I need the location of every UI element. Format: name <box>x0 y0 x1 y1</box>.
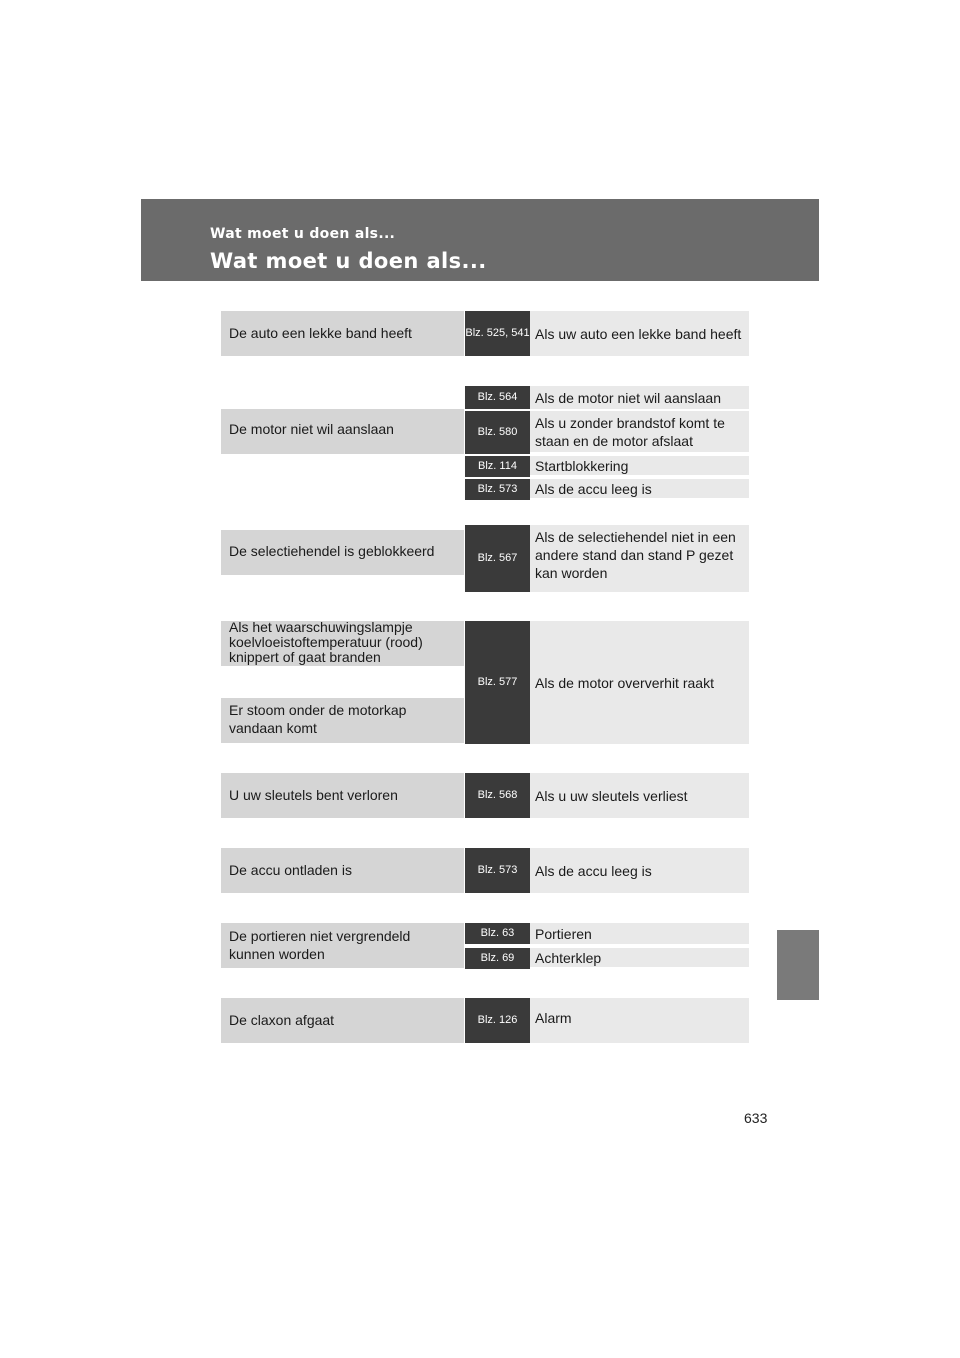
section-label: Wat moet u doen als... <box>210 226 396 242</box>
page-ref[interactable]: Blz. 568 <box>465 773 530 818</box>
solution-text: Als u zonder brandstof komt te staan en de motor afslaat <box>530 409 749 452</box>
problem-label: De selectiehendel is geblokkeerd <box>229 543 435 559</box>
page-ref[interactable]: Blz. 577 <box>465 621 530 744</box>
solution-text: Als de accu leeg is <box>530 477 749 498</box>
page-ref[interactable]: Blz. 69 <box>465 946 530 969</box>
problem-label: U uw sleutels bent verloren <box>229 787 398 803</box>
problem-label: Als het waarschuwingslampje koelvloeistoftemperatuur (rood) knippert of gaat branden <box>229 619 423 665</box>
chapter-tab <box>777 930 819 1000</box>
page-title: Wat moet u doen als... <box>210 249 487 273</box>
problem-label: De motor niet wil aanslaan <box>229 421 394 437</box>
solution-text: Portieren <box>530 923 749 944</box>
page-number: 633 <box>744 1110 768 1126</box>
page-ref[interactable]: Blz. 564 <box>465 386 530 409</box>
solution-text: Startblokkering <box>530 454 749 475</box>
solution-text: Alarm <box>530 998 749 1043</box>
page-ref[interactable]: Blz. 114 <box>465 454 530 477</box>
section-header <box>141 199 819 281</box>
solution-text: Als u uw sleutels verliest <box>530 773 749 818</box>
page-ref[interactable]: Blz. 573 <box>465 477 530 500</box>
problem-label: De portieren niet vergrendeld kunnen worden <box>229 928 411 962</box>
problem-label: De accu ontladen is <box>229 862 352 878</box>
solution-text: Als de selectiehendel niet in een andere stand dan stand P gezet kan worden <box>530 525 749 592</box>
problem-label: De claxon afgaat <box>229 1012 335 1028</box>
solution-text: Als de accu leeg is <box>530 848 749 893</box>
solution-text: Als de motor oververhit raakt <box>530 621 749 744</box>
page-ref[interactable]: Blz. 63 <box>465 923 530 944</box>
solution-text: Achterklep <box>530 946 749 967</box>
solution-text: Als uw auto een lekke band heeft <box>530 311 749 356</box>
page-ref[interactable]: Blz. 567 <box>465 525 530 592</box>
page-ref[interactable]: Blz. 580 <box>465 409 530 454</box>
page-ref[interactable]: Blz. 573 <box>465 848 530 893</box>
solution-text: Als de motor niet wil aanslaan <box>530 386 749 409</box>
page-ref[interactable]: Blz. 525, 541 <box>465 311 530 356</box>
problem-label: Er stoom onder de motorkap vandaan komt <box>229 702 407 736</box>
page-ref[interactable]: Blz. 126 <box>465 998 530 1043</box>
problem-label: De auto een lekke band heeft <box>229 325 412 341</box>
